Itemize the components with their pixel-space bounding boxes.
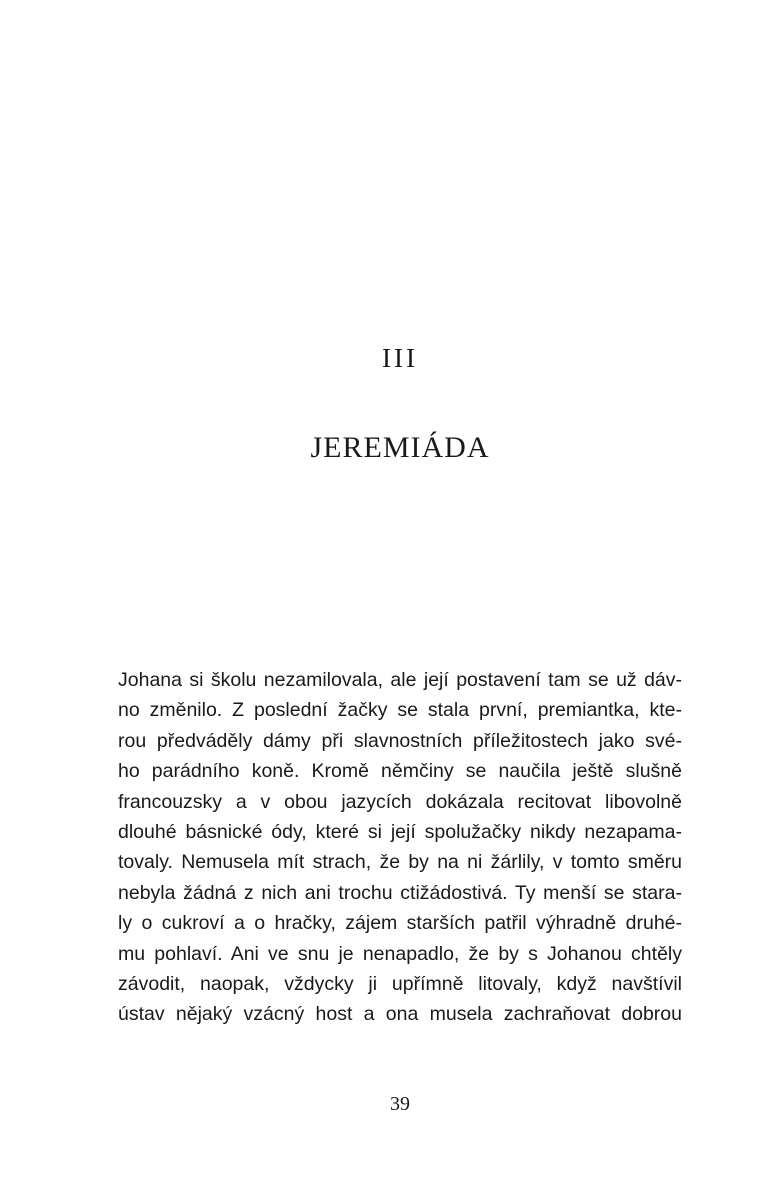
chapter-title: JEREMIÁDA	[310, 431, 490, 464]
text-line: závodit, naopak, vždycky ji upřímně litovaly, když navštívil	[118, 972, 682, 995]
text-line: ly o cukroví a o hračky, zájem starších patřil výhradně druhé-	[118, 912, 682, 935]
chapter-number: III	[382, 343, 418, 373]
text-line: mu pohlaví. Ani ve snu je nenapadlo, že by s Johanou chtěly	[118, 942, 682, 965]
body-paragraph	[118, 665, 682, 1030]
text-line: nebyla žádná z nich ani trochu ctižádostivá. Ty menší se stara-	[118, 881, 682, 904]
text-line: francouzsky a v obou jazycích dokázala recitovat libovolně	[118, 790, 682, 813]
text-line: dlouhé básnické ódy, které si její spolužačky nikdy nezapama-	[118, 820, 682, 843]
text-line: ústav nějaký vzácný host a ona musela zachraňovat dobrou	[118, 1003, 682, 1026]
text-line: rou předváděly dámy při slavnostních příležitostech jako své-	[118, 729, 682, 752]
text-line: tovaly. Nemusela mít strach, že by na ni žárlily, v tomto směru	[118, 851, 682, 874]
text-line: ho parádního koně. Kromě němčiny se naučila ještě slušně	[118, 760, 682, 783]
text-line: Johana si školu nezamilovala, ale její postavení tam se už dáv-	[118, 669, 682, 691]
text-line: no změnilo. Z poslední žačky se stala první, premiantka, kte-	[118, 699, 682, 722]
page-number: 39	[390, 1093, 410, 1115]
